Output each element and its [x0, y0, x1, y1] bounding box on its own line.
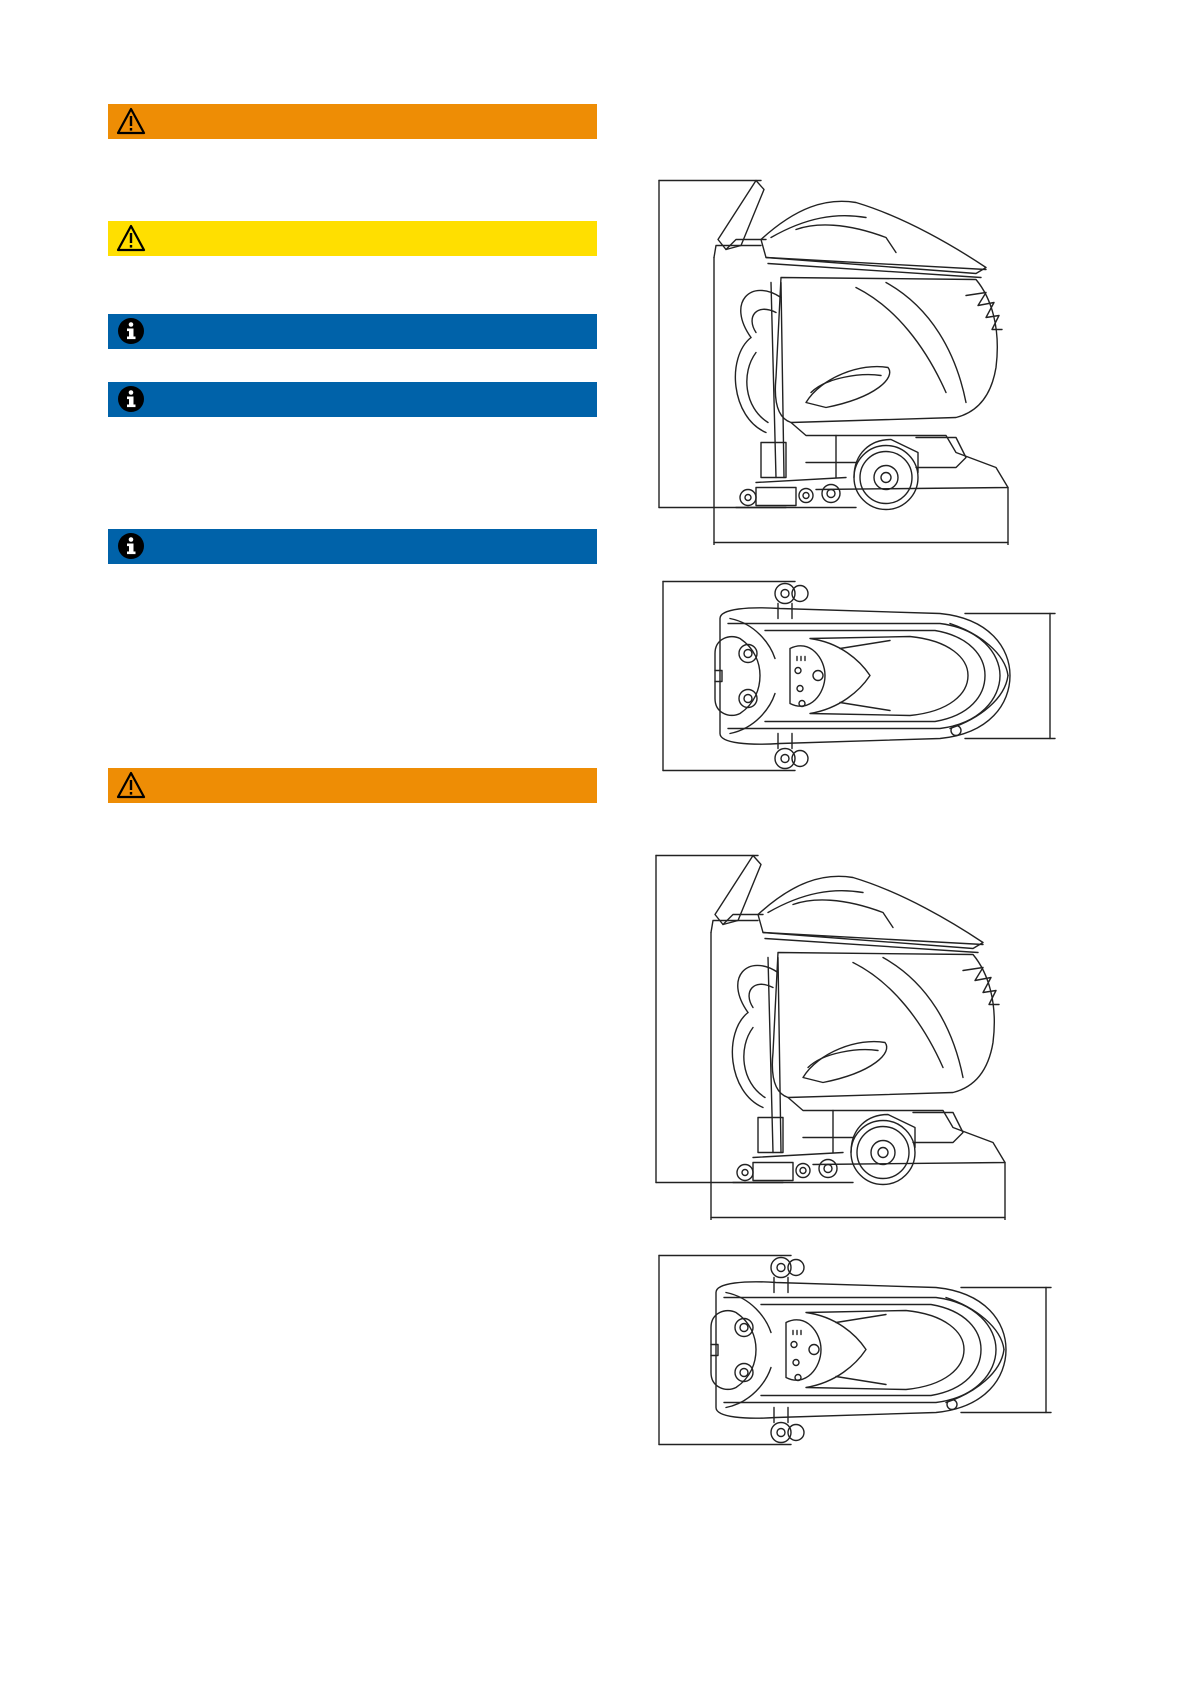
info-notice-bar [108, 314, 597, 349]
scrubber-top-view-drawing [660, 576, 1080, 776]
top-view-figure [656, 1250, 1076, 1450]
info-icon [116, 384, 146, 414]
warning-triangle-icon [116, 106, 146, 136]
warning-notice-bar [108, 768, 597, 803]
side-view-figure [656, 175, 1036, 545]
top-view-figure [660, 576, 1080, 776]
warning-triangle-icon [116, 223, 146, 253]
info-notice-bar [108, 529, 597, 564]
caution-notice-bar [108, 221, 597, 256]
scrubber-side-view-drawing [653, 850, 1033, 1220]
info-notice-bar [108, 382, 597, 417]
scrubber-top-view-drawing [656, 1250, 1076, 1450]
info-icon [116, 316, 146, 346]
info-icon [116, 531, 146, 561]
warning-notice-bar [108, 104, 597, 139]
scrubber-side-view-drawing [656, 175, 1036, 545]
side-view-figure [653, 850, 1033, 1220]
warning-triangle-icon [116, 770, 146, 800]
